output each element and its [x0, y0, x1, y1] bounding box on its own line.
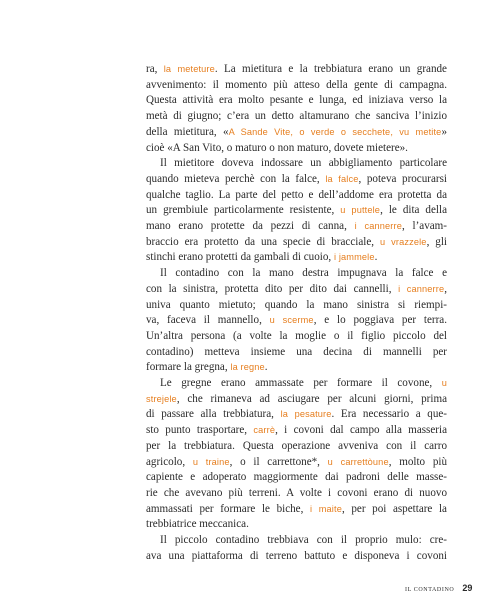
- text-run: quando mieteva perchè con la falce,: [146, 172, 326, 185]
- dialect-term: A Sande Vite, o verde o secchete, vu metite: [228, 126, 442, 137]
- text-line: [146, 502, 447, 518]
- text-run: capiente e adoperato maggiormente dai padroni delle masse-: [146, 471, 447, 484]
- dialect-term: u scerme: [269, 315, 314, 326]
- text-line: [146, 439, 447, 455]
- text-line: [146, 313, 447, 329]
- text-run: Il contadino con la mano destra impugnava la falce e: [160, 267, 447, 280]
- dialect-term: la falce: [325, 173, 359, 184]
- text-line: [146, 329, 447, 345]
- page-footer: [405, 583, 485, 593]
- text-run: stinchi erano protetti da gambali di cuoio,: [146, 251, 334, 264]
- text-run: . La mietitura e la trebbiatura erano un grande: [214, 63, 447, 75]
- text-run: ra,: [146, 63, 164, 75]
- text-line: [146, 250, 447, 266]
- text-run: ,: [444, 282, 448, 295]
- text-run: rie che avevano più terreni. A volte i covoni erano di nuovo: [146, 486, 447, 499]
- text-run: , l’avam-: [401, 220, 447, 233]
- dialect-term: u: [441, 378, 447, 389]
- dialect-term: i cannerre: [354, 221, 402, 232]
- text-line: [146, 141, 447, 157]
- text-run: , molto più: [388, 455, 447, 468]
- text-run: mano erano protette da pezzi di canna,: [146, 220, 355, 233]
- text-run: ammassati per formare le biche,: [146, 502, 310, 515]
- text-line: [146, 407, 447, 423]
- text-run: Questa attività era molto pesante e lunga, ed iniziava verso la: [146, 94, 447, 107]
- text-run: .: [374, 251, 378, 264]
- text-line: [146, 533, 447, 549]
- text-line: [146, 376, 447, 392]
- dialect-term: la pesature: [280, 409, 332, 420]
- text-run: .: [264, 361, 268, 374]
- text-run: con la sinistra, protetta dito per dito dai cannelli,: [146, 282, 399, 295]
- text-line: [146, 235, 447, 251]
- text-run: Il piccolo contadino trebbiava con il proprio mulo: cre-: [160, 534, 447, 547]
- text-line: [146, 219, 447, 235]
- text-run: , e lo poggiava per terra.: [313, 314, 447, 327]
- text-run: agricolo,: [146, 455, 193, 468]
- text-line: [146, 78, 447, 94]
- dialect-term: u traine: [192, 456, 230, 467]
- dialect-term: u carrettòune: [327, 456, 389, 467]
- text-run: contadino) metteva insieme una decina di mannelli per: [146, 345, 447, 358]
- text-line: [146, 517, 447, 533]
- text-run: , i covoni dal campo alla masseria: [275, 424, 447, 437]
- text-line: [146, 172, 447, 188]
- text-line: [146, 282, 447, 298]
- text-run: formare la gregna,: [146, 361, 231, 374]
- dialect-term: strejele: [146, 393, 177, 404]
- text-run: , per poi aspettare la: [341, 502, 447, 515]
- text-run: della mietitura, «: [146, 125, 229, 138]
- text-run: di passare alla trebbiatura,: [146, 408, 281, 421]
- text-line: [146, 470, 447, 486]
- text-run: »: [441, 125, 447, 138]
- page-number: 29: [462, 583, 473, 593]
- dialect-term: u vrazzele: [380, 236, 427, 247]
- text-line: [146, 486, 447, 502]
- text-line: [146, 455, 447, 471]
- text-run: , poteva procurarsi: [358, 172, 447, 185]
- dialect-term: i maite: [310, 503, 342, 514]
- text-run: univa quanto mietuto; quando la mano sinistra si riempi-: [146, 298, 447, 311]
- text-line: [146, 156, 447, 172]
- text-run: Le gregne erano ammassate per formare il covone,: [160, 377, 442, 390]
- text-run: sto punto trasportare,: [146, 424, 254, 437]
- text-line: [146, 266, 447, 282]
- text-line: [146, 125, 447, 141]
- text-run: va, faceva il mannello,: [146, 314, 270, 327]
- dialect-term: u puttele: [340, 205, 381, 216]
- text-line: [146, 392, 447, 408]
- text-run: , o il carrettone*,: [229, 455, 328, 468]
- text-run: un grembiule particolarmente resistente,: [146, 204, 341, 217]
- text-line: [146, 345, 447, 361]
- text-run: per la trebbiatura. Questa operazione avveniva con il carro: [146, 439, 447, 452]
- text-run: cioè «A San Vito, o maturo o non maturo, dovete mietere».: [146, 141, 408, 154]
- body-text: [146, 62, 447, 565]
- text-line: [146, 549, 447, 565]
- dialect-term: la meteture: [163, 64, 215, 74]
- text-line: [146, 360, 447, 376]
- text-run: braccio era protetto da una specie di bracciale,: [146, 235, 380, 248]
- text-run: Un’altra persona (a volte la moglie o il figlio piccolo del: [146, 329, 447, 342]
- text-run: qualche taglio. La parte del petto e dell’addome era protetta da: [146, 188, 447, 201]
- text-run: , gli: [426, 235, 448, 248]
- text-line: [146, 188, 447, 204]
- text-line: [146, 62, 447, 78]
- text-run: avvenimento: il momento più atteso della gente di campagna.: [146, 78, 447, 91]
- text-line: [146, 109, 447, 125]
- text-run: , le dita della: [380, 204, 447, 217]
- text-run: Il mietitore doveva indossare un abbigliamento particolare: [160, 157, 447, 170]
- text-line: [146, 298, 447, 314]
- text-line: [146, 203, 447, 219]
- text-line: [146, 93, 447, 109]
- text-run: metà di giugno; c’era un detto altamurano che sanciva l’inizio: [146, 110, 447, 123]
- text-run: , che rimaneva ad asciugare per alcuni giorni, prima: [176, 392, 447, 405]
- dialect-term: la regne: [230, 362, 265, 373]
- dialect-term: i cannerre: [398, 283, 445, 294]
- text-line: [146, 423, 447, 439]
- text-run: ava una piattaforma di terreno battuto e disponeva i covoni: [146, 549, 447, 562]
- text-run: trebbiatrice meccanica.: [146, 518, 249, 531]
- dialect-term: carrè: [253, 425, 276, 436]
- dialect-term: i jammele: [333, 252, 375, 263]
- running-footer-label: IL CONTADINO: [405, 587, 455, 593]
- text-run: . Era necessario a que-: [331, 408, 447, 421]
